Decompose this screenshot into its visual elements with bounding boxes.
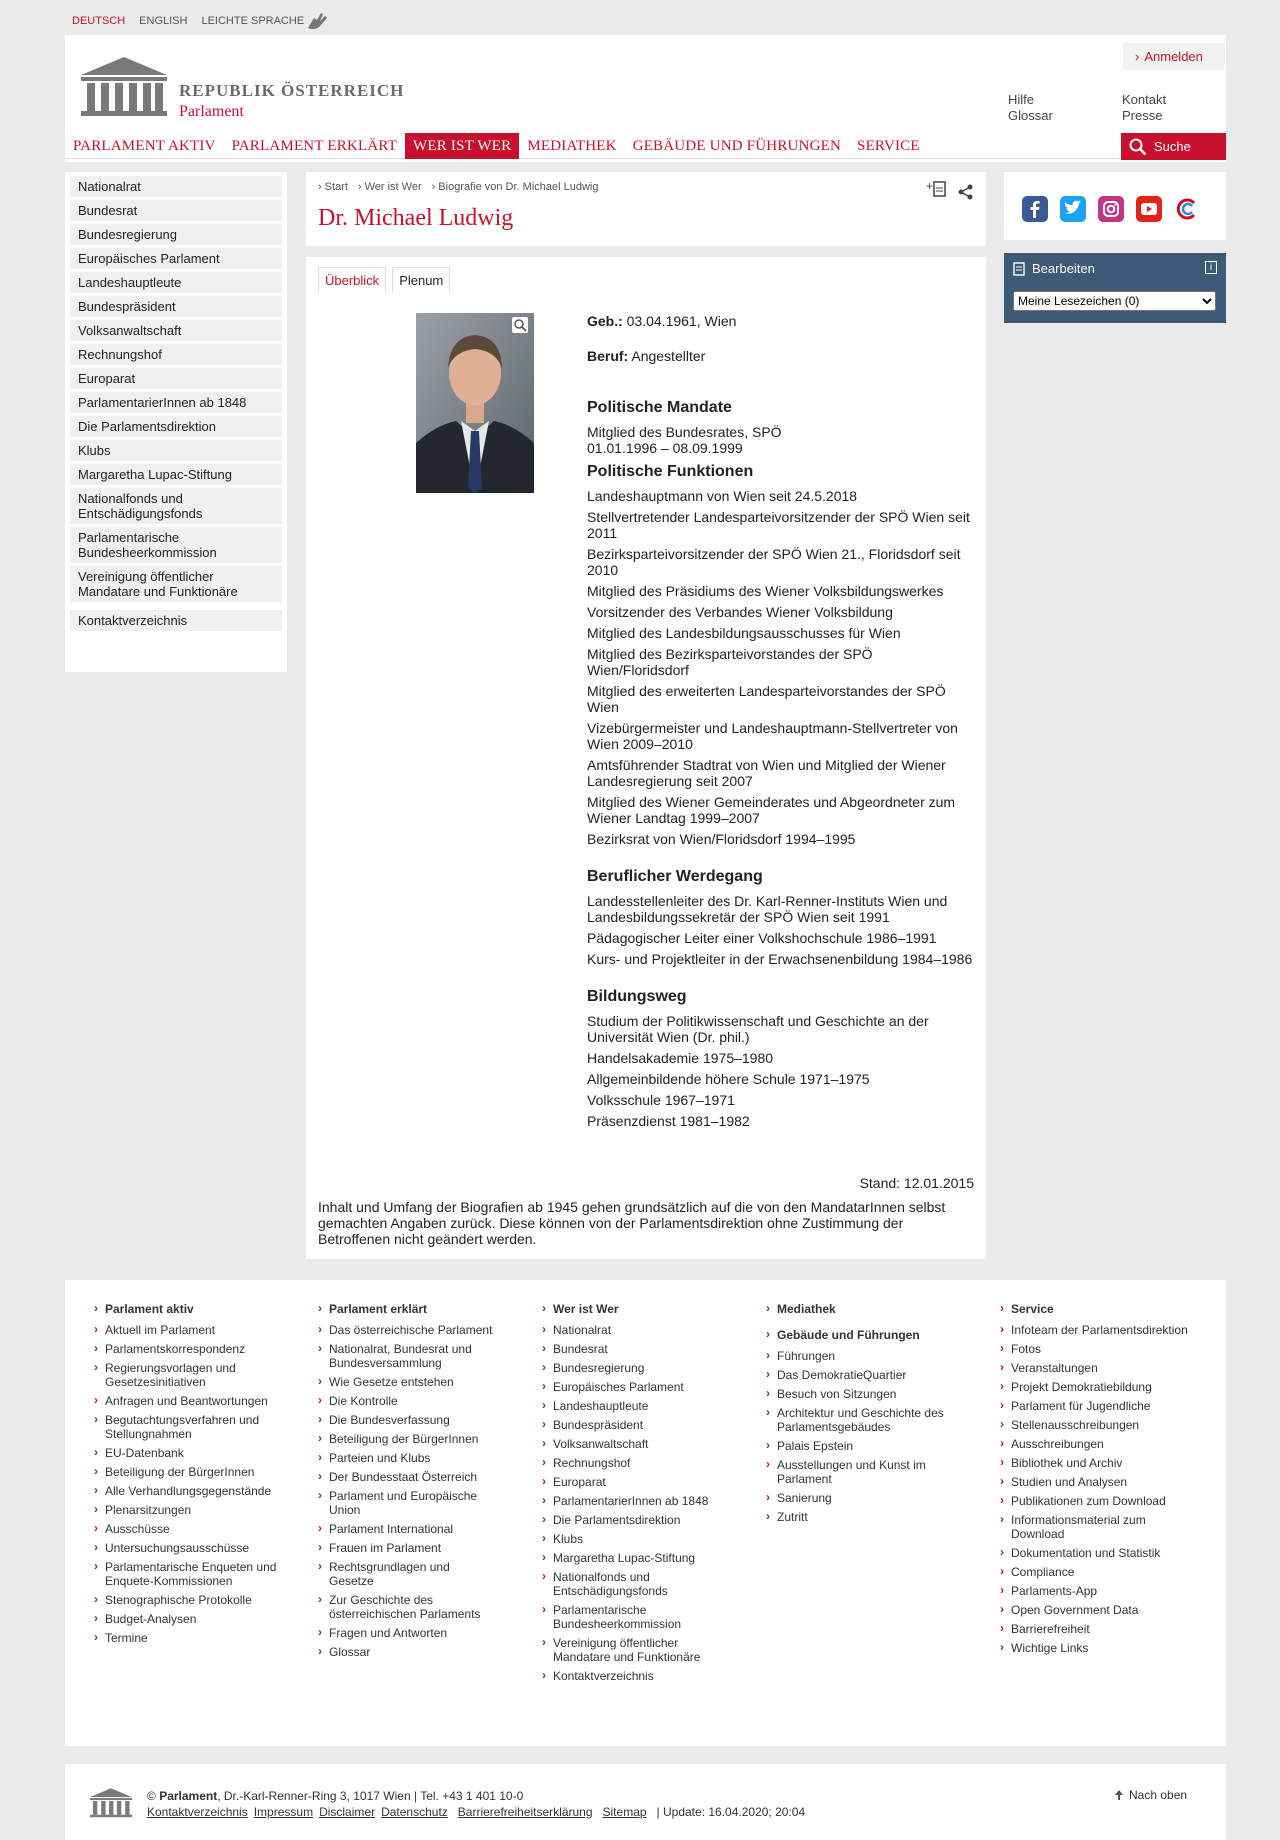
footer-link[interactable]: › Begutachtungsverfahren und Stellungnahmen bbox=[93, 1413, 283, 1441]
parliament-logo-icon[interactable] bbox=[79, 53, 169, 117]
footer-link[interactable]: › Die Parlamentsdirektion bbox=[541, 1513, 721, 1527]
search-icon bbox=[1129, 138, 1147, 156]
breadcrumb bbox=[318, 181, 599, 193]
bildung-item: Handelsakademie 1975–1980 bbox=[587, 1050, 774, 1066]
nav-mediathek[interactable]: MEDIATHEK bbox=[527, 138, 617, 154]
footer-link[interactable]: › Untersuchungsausschüsse bbox=[93, 1541, 283, 1555]
footer-link[interactable]: › Zur Geschichte des österreichischen Parlaments bbox=[317, 1593, 497, 1621]
footer-link[interactable]: › Bundesregierung bbox=[541, 1361, 721, 1375]
twitter-icon[interactable] bbox=[1060, 196, 1086, 222]
beruf-item: Pädagogischer Leiter einer Volkshochschule 1986–1991 bbox=[587, 930, 937, 946]
svg-text:+: + bbox=[926, 180, 934, 193]
sidebar-item-nationalfonds[interactable]: Nationalfonds und Entschädigungsfonds bbox=[70, 488, 282, 524]
footer-link[interactable]: › Zutritt bbox=[765, 1510, 945, 1524]
beruf-label: Beruf: bbox=[587, 348, 629, 364]
footer-link[interactable]: › Stenographische Protokolle bbox=[93, 1593, 283, 1607]
funktion-item: Bezirksrat von Wien/Floridsdorf 1994–1995 bbox=[587, 831, 856, 847]
footer-link[interactable]: › Glossar bbox=[317, 1645, 497, 1659]
zoom-icon[interactable] bbox=[512, 317, 528, 333]
edit-label[interactable]: Bearbeiten bbox=[1032, 261, 1095, 276]
beruf-row bbox=[587, 348, 977, 364]
title-card bbox=[306, 172, 986, 246]
bildung-item: Präsenzdienst 1981–1982 bbox=[587, 1113, 750, 1129]
impressum-link[interactable]: Impressum bbox=[253, 1805, 314, 1819]
funktion-item: Mitglied des Landesbildungsausschusses für Wien bbox=[587, 625, 901, 641]
tab-plenum[interactable]: Plenum bbox=[392, 267, 450, 293]
edit-panel bbox=[1004, 253, 1226, 323]
footer-link[interactable]: › Der Bundesstaat Österreich bbox=[317, 1470, 497, 1484]
instagram-icon[interactable] bbox=[1098, 196, 1124, 222]
search-label: Suche bbox=[1154, 139, 1191, 154]
biography-content bbox=[306, 257, 986, 1259]
sidebar-item-lupac-stiftung[interactable]: Margaretha Lupac-Stiftung bbox=[70, 464, 282, 485]
footer-link[interactable]: › Parlamentskorrespondenz bbox=[93, 1342, 283, 1356]
footer-link[interactable]: › Nationalrat, Bundesrat und Bundesversammlung bbox=[317, 1342, 497, 1370]
footer-heading[interactable]: › Gebäude und Führungen bbox=[765, 1328, 945, 1342]
footer-link[interactable]: › Ausschüsse bbox=[93, 1522, 283, 1536]
youtube-icon[interactable] bbox=[1136, 196, 1162, 222]
parliament-small-logo-icon[interactable] bbox=[89, 1786, 133, 1818]
footer-link[interactable]: › Europarat bbox=[541, 1475, 721, 1489]
footer-link[interactable]: › Besuch von Sitzungen bbox=[765, 1387, 945, 1401]
footer-link[interactable]: › ParlamentarierInnen ab 1848 bbox=[541, 1494, 721, 1508]
section-heading-mandate: Politische Mandate bbox=[587, 399, 732, 416]
footer-link[interactable]: › Veranstaltungen bbox=[999, 1361, 1189, 1375]
main-nav bbox=[65, 133, 1226, 159]
press-link[interactable]: Presse bbox=[1122, 108, 1163, 123]
datenschutz-link[interactable]: Datenschutz bbox=[381, 1805, 448, 1819]
login-button[interactable] bbox=[1123, 43, 1225, 70]
kontaktverzeichnis-link[interactable]: Kontaktverzeichnis bbox=[147, 1805, 248, 1819]
footer-link[interactable]: › Informationsmaterial zum Download bbox=[999, 1513, 1189, 1541]
footer-link[interactable]: › Plenarsitzungen bbox=[93, 1503, 283, 1517]
funktion-item: Vorsitzender des Verbandes Wiener Volksbildung bbox=[587, 604, 893, 620]
footer-link[interactable]: › Stellenausschreibungen bbox=[999, 1418, 1189, 1432]
footer-link[interactable]: › Infoteam der Parlamentsdirektion bbox=[999, 1323, 1189, 1337]
footer-link[interactable]: › Bundesrat bbox=[541, 1342, 721, 1356]
footer-link[interactable]: › Frauen im Parlament bbox=[317, 1541, 497, 1555]
disclaimer-text: Inhalt und Umfang der Biografien ab 1945 gehen grundsätzlich auf die von den MandatarInnen selbst gemachten Angaben zurück. Diese können von der Parlamentsdirektion ohne Zustimmung der Betroffenen nicht geändert werden. bbox=[318, 1199, 946, 1247]
sidebar-item-eu-parlament[interactable]: Europäisches Parlament bbox=[70, 248, 282, 269]
sidebar-item-nationalrat[interactable]: Nationalrat bbox=[70, 176, 282, 197]
sidebar-item-klubs[interactable]: Klubs bbox=[70, 440, 282, 461]
footer-link[interactable]: › Dokumentation und Statistik bbox=[999, 1546, 1189, 1560]
site-header bbox=[65, 35, 1226, 162]
share-icon[interactable] bbox=[958, 184, 974, 200]
disclaimer-link[interactable]: Disclaimer bbox=[319, 1805, 376, 1819]
bildung-item: Allgemeinbildende höhere Schule 1971–1975 bbox=[587, 1071, 870, 1087]
back-to-top-link[interactable] bbox=[1113, 1788, 1187, 1802]
copyright-name: Parlament bbox=[159, 1789, 218, 1803]
footer-link[interactable]: › Ausschreibungen bbox=[999, 1437, 1189, 1451]
bookmark-list-icon bbox=[1013, 262, 1025, 276]
nav-parlament-aktiv[interactable]: PARLAMENT AKTIV bbox=[73, 138, 216, 154]
logo-text[interactable] bbox=[179, 81, 404, 121]
back-to-top-label: Nach oben bbox=[1129, 1788, 1188, 1802]
footer-link[interactable]: › EU-Datenbank bbox=[93, 1446, 283, 1460]
footer-link[interactable]: › Rechtsgrundlagen und Gesetze bbox=[317, 1560, 497, 1588]
mandate-dates: 01.01.1996 – 08.09.1999 bbox=[587, 440, 743, 456]
footer-link[interactable]: › Ausstellungen und Kunst im Parlament bbox=[765, 1458, 945, 1486]
portrait-photo[interactable] bbox=[416, 313, 534, 493]
footer-link[interactable]: › Parlamentarische Enqueten und Enquete-Kommissionen bbox=[93, 1560, 283, 1588]
footer-link[interactable]: › Budget-Analysen bbox=[93, 1612, 283, 1626]
footer-heading[interactable]: › Parlament erklärt bbox=[317, 1302, 497, 1316]
lang-english[interactable]: ENGLISH bbox=[139, 15, 188, 27]
beruf-value: Angestellter bbox=[628, 348, 706, 364]
sidebar-item-bundesheerkommission[interactable]: Parlamentarische Bundesheerkommission bbox=[70, 527, 282, 563]
footer-link[interactable]: › Sanierung bbox=[765, 1491, 945, 1505]
contact-link[interactable]: Kontakt bbox=[1122, 92, 1167, 107]
nav-gebaeude-fuehrungen[interactable]: GEBÄUDE UND FÜHRUNGEN bbox=[632, 138, 842, 154]
footer-link[interactable]: › Beteiligung der BürgerInnen bbox=[317, 1432, 497, 1446]
mandate-line: Mitglied des Bundesrates, SPÖ bbox=[587, 424, 782, 440]
language-bar bbox=[72, 15, 304, 27]
footer-link[interactable]: › Parlament und Europäische Union bbox=[317, 1489, 497, 1517]
footer-link[interactable]: › Parlamentarische Bundesheerkommission bbox=[541, 1603, 721, 1631]
footer-heading[interactable]: › Mediathek bbox=[765, 1302, 945, 1316]
update-text: | Update: 16.04.2020; 20:04 bbox=[656, 1805, 806, 1819]
sidebar-item-kontaktverzeichnis[interactable]: Kontaktverzeichnis bbox=[70, 610, 282, 631]
funktion-item: Mitglied des Bezirksparteivorstandes der SPÖ Wien/Floridsdorf bbox=[587, 646, 873, 678]
footer-link[interactable]: › Europäisches Parlament bbox=[541, 1380, 721, 1394]
social-links bbox=[1004, 172, 1226, 240]
footer-link[interactable]: › Aktuell im Parlament bbox=[93, 1323, 283, 1337]
help-link[interactable]: Hilfe bbox=[1008, 92, 1035, 107]
stand-date: Stand: 12.01.2015 bbox=[859, 1175, 974, 1191]
footer-link[interactable]: › Rechnungshof bbox=[541, 1456, 721, 1470]
sidebar-item-landeshauptleute[interactable]: Landeshauptleute bbox=[70, 272, 282, 293]
footer-link[interactable]: › Bibliothek und Archiv bbox=[999, 1456, 1189, 1470]
footer-link[interactable]: › Palais Epstein bbox=[765, 1439, 945, 1453]
footer-link[interactable]: › Studien und Analysen bbox=[999, 1475, 1189, 1489]
section-heading-bildung: Bildungsweg bbox=[587, 988, 687, 1005]
nav-wer-ist-wer[interactable]: WER IST WER bbox=[405, 133, 519, 159]
breadcrumb-start[interactable]: › Start bbox=[318, 181, 348, 193]
sidebar-nav bbox=[65, 172, 287, 672]
funktion-item: Mitglied des erweiterten Landesparteivorstandes der SPÖ Wien bbox=[587, 683, 946, 715]
chevron-right-icon: › bbox=[1135, 49, 1140, 64]
nav-parlament-erklaert[interactable]: PARLAMENT ERKLÄRT bbox=[231, 138, 398, 154]
footer-col-parlament-aktiv bbox=[93, 1302, 283, 1650]
footer-link[interactable]: › Architektur und Geschichte des Parlamentsgebäudes bbox=[765, 1406, 945, 1434]
sidebar-item-europarat[interactable]: Europarat bbox=[70, 368, 282, 389]
beruf-item: Kurs- und Projektleiter in der Erwachsenenbildung 1984–1986 bbox=[587, 951, 973, 967]
lang-leichte-sprache[interactable]: LEICHTE SPRACHE bbox=[201, 15, 305, 27]
footer-link[interactable]: › Barrierefreiheit bbox=[999, 1622, 1189, 1636]
footer-link[interactable]: › Compliance bbox=[999, 1565, 1189, 1579]
sidebar-item-bundesregierung[interactable]: Bundesregierung bbox=[70, 224, 282, 245]
logo-line2: Parlament bbox=[179, 103, 244, 120]
footer-link[interactable]: › Vereinigung öffentlicher Mandatare und Funktionäre bbox=[541, 1636, 721, 1664]
footer-link[interactable]: › Landeshauptleute bbox=[541, 1399, 721, 1413]
contact-links bbox=[1122, 92, 1166, 124]
funktion-item: Bezirksparteivorsitzender der SPÖ Wien 21., Floridsdorf seit 2010 bbox=[587, 546, 961, 578]
address: , Dr.-Karl-Renner-Ring 3, 1017 Wien | Tel. +43 1 401 10-0 bbox=[217, 1789, 524, 1803]
footer-sitemap bbox=[65, 1280, 1226, 1746]
footer-link[interactable]: › Publikationen zum Download bbox=[999, 1494, 1189, 1508]
funktion-item: Vizebürgermeister und Landeshauptmann-Stellvertreter von Wien 2009–2010 bbox=[587, 720, 958, 752]
add-bookmark-icon[interactable] bbox=[926, 180, 948, 198]
copyright-sign: © bbox=[147, 1789, 160, 1803]
footer-link[interactable]: › Regierungsvorlagen und Gesetzesinitiativen bbox=[93, 1361, 283, 1389]
sidebar-item-parlamentarier-1848[interactable]: ParlamentarierInnen ab 1848 bbox=[70, 392, 282, 413]
footer-link[interactable]: › Bundespräsident bbox=[541, 1418, 721, 1432]
tab-bar bbox=[318, 267, 450, 293]
address-line bbox=[147, 1788, 805, 1804]
footer-col-wer-ist-wer bbox=[541, 1302, 721, 1688]
funktion-item: Stellvertretender Landesparteivorsitzender der SPÖ Wien seit 2011 bbox=[587, 509, 970, 541]
footer-link[interactable]: › Klubs bbox=[541, 1532, 721, 1546]
biography-text bbox=[587, 313, 977, 1134]
logo-line1: REPUBLIK ÖSTERREICH bbox=[179, 81, 405, 100]
sitemap-link[interactable]: Sitemap bbox=[602, 1805, 647, 1819]
funktion-item: Landeshauptmann von Wien seit 24.5.2018 bbox=[587, 488, 858, 504]
footer-link[interactable]: › Parlaments-App bbox=[999, 1584, 1189, 1598]
funktion-item: Mitglied des Wiener Gemeinderates und Abgeordneter zum Wiener Landtag 1999–2007 bbox=[587, 794, 956, 826]
footer-link[interactable]: › Nationalfonds und Entschädigungsfonds bbox=[541, 1570, 721, 1598]
footer-link[interactable]: › Fotos bbox=[999, 1342, 1189, 1356]
geb-row bbox=[587, 313, 977, 329]
sidebar-item-rechnungshof[interactable]: Rechnungshof bbox=[70, 344, 282, 365]
footer-link[interactable]: › Alle Verhandlungsgegenstände bbox=[93, 1484, 283, 1498]
footer-col-parlament-erklaert bbox=[317, 1302, 497, 1664]
footer-link[interactable]: › Parlament International bbox=[317, 1522, 497, 1536]
footer-link[interactable]: › Wichtige Links bbox=[999, 1641, 1189, 1655]
footer-link[interactable]: › Fragen und Antworten bbox=[317, 1626, 497, 1640]
geb-label: Geb.: bbox=[587, 313, 623, 329]
footer-link[interactable]: › Projekt Demokratiebildung bbox=[999, 1380, 1189, 1394]
funktion-item: Amtsführender Stadtrat von Wien und Mitglied der Wiener Landesregierung seit 2007 bbox=[587, 757, 946, 789]
login-label: Anmelden bbox=[1144, 49, 1203, 64]
bookmarks-select[interactable] bbox=[1013, 291, 1216, 311]
footer-link[interactable]: › Margaretha Lupac-Stiftung bbox=[541, 1551, 721, 1565]
help-links bbox=[1008, 92, 1053, 124]
footer-col-mediathek bbox=[765, 1302, 945, 1529]
sidebar-item-vereinigung[interactable]: Vereinigung öffentlicher Mandatare und Funktionäre bbox=[70, 566, 282, 602]
sidebar-item-parlamentsdirektion[interactable]: Die Parlamentsdirektion bbox=[70, 416, 282, 437]
footer-heading[interactable]: › Parlament aktiv bbox=[93, 1302, 283, 1316]
sidebar-item-bundesrat[interactable]: Bundesrat bbox=[70, 200, 282, 221]
breadcrumb-wer-ist-wer[interactable]: › Wer ist Wer bbox=[358, 181, 422, 193]
footer-link[interactable]: › Das österreichische Parlament bbox=[317, 1323, 497, 1337]
bildung-item: Volksschule 1967–1971 bbox=[587, 1092, 735, 1108]
section-heading-beruflich: Beruflicher Werdegang bbox=[587, 868, 763, 885]
footer-heading[interactable]: › Wer ist Wer bbox=[541, 1302, 721, 1316]
footer-link[interactable]: › Open Government Data bbox=[999, 1603, 1189, 1617]
imprint-text bbox=[147, 1788, 805, 1820]
footer-link[interactable]: › Nationalrat bbox=[541, 1323, 721, 1337]
search-button[interactable] bbox=[1121, 133, 1226, 160]
page-title: Dr. Michael Ludwig bbox=[318, 205, 514, 231]
info-icon[interactable]: i bbox=[1205, 261, 1217, 274]
beruf-item: Landesstellenleiter des Dr. Karl-Renner-Instituts Wien und Landesbildungssekretär der SPÖ Wien seit 1991 bbox=[587, 893, 948, 925]
footer-link[interactable]: › Das DemokratieQuartier bbox=[765, 1368, 945, 1382]
facebook-icon[interactable] bbox=[1022, 196, 1048, 222]
footer-heading[interactable]: › Service bbox=[999, 1302, 1189, 1316]
geb-value: 03.04.1961, Wien bbox=[622, 313, 737, 329]
footer-link[interactable]: › Die Bundesverfassung bbox=[317, 1413, 497, 1427]
footer-link[interactable]: › Führungen bbox=[765, 1349, 945, 1363]
sidebar-item-bundespraesident[interactable]: Bundespräsident bbox=[70, 296, 282, 317]
bottom-bar bbox=[65, 1764, 1226, 1840]
lang-deutsch[interactable]: DEUTSCH bbox=[72, 15, 126, 27]
footer-link[interactable]: › Beteiligung der BürgerInnen bbox=[93, 1465, 283, 1479]
bildung-item: Studium der Politikwissenschaft und Geschichte an der Universität Wien (Dr. phil.) bbox=[587, 1013, 929, 1045]
footer-link[interactable]: › Anfragen und Beantwortungen bbox=[93, 1394, 283, 1408]
nav-service[interactable]: SERVICE bbox=[857, 138, 920, 154]
barrierefreiheit-link[interactable]: Barrierefreiheitserklärung bbox=[457, 1805, 593, 1819]
sidebar-item-volksanwaltschaft[interactable]: Volksanwaltschaft bbox=[70, 320, 282, 341]
footer-link[interactable]: › Wie Gesetze entstehen bbox=[317, 1375, 497, 1389]
footer-link[interactable]: › Termine bbox=[93, 1631, 283, 1645]
sign-language-icon[interactable] bbox=[305, 10, 331, 32]
footer-link[interactable]: › Volksanwaltschaft bbox=[541, 1437, 721, 1451]
tab-ueberblick[interactable]: Überblick bbox=[318, 267, 386, 293]
footer-link[interactable]: › Kontaktverzeichnis bbox=[541, 1669, 721, 1683]
footer-link[interactable]: › Parteien und Klubs bbox=[317, 1451, 497, 1465]
footer-link[interactable]: › Die Kontrolle bbox=[317, 1394, 497, 1408]
glossary-link[interactable]: Glossar bbox=[1008, 108, 1053, 123]
section-heading-funktionen: Politische Funktionen bbox=[587, 463, 754, 480]
legal-links bbox=[147, 1804, 805, 1820]
breadcrumb-current: › Biografie von Dr. Michael Ludwig bbox=[432, 181, 599, 193]
arrow-up-icon bbox=[1113, 1789, 1125, 1801]
portrait-image bbox=[416, 313, 534, 493]
parliament-app-icon[interactable] bbox=[1174, 196, 1200, 222]
funktion-item: Mitglied des Präsidiums des Wiener Volksbildungswerkes bbox=[587, 583, 944, 599]
footer-link[interactable]: › Parlament für Jugendliche bbox=[999, 1399, 1189, 1413]
footer-col-service bbox=[999, 1302, 1189, 1660]
